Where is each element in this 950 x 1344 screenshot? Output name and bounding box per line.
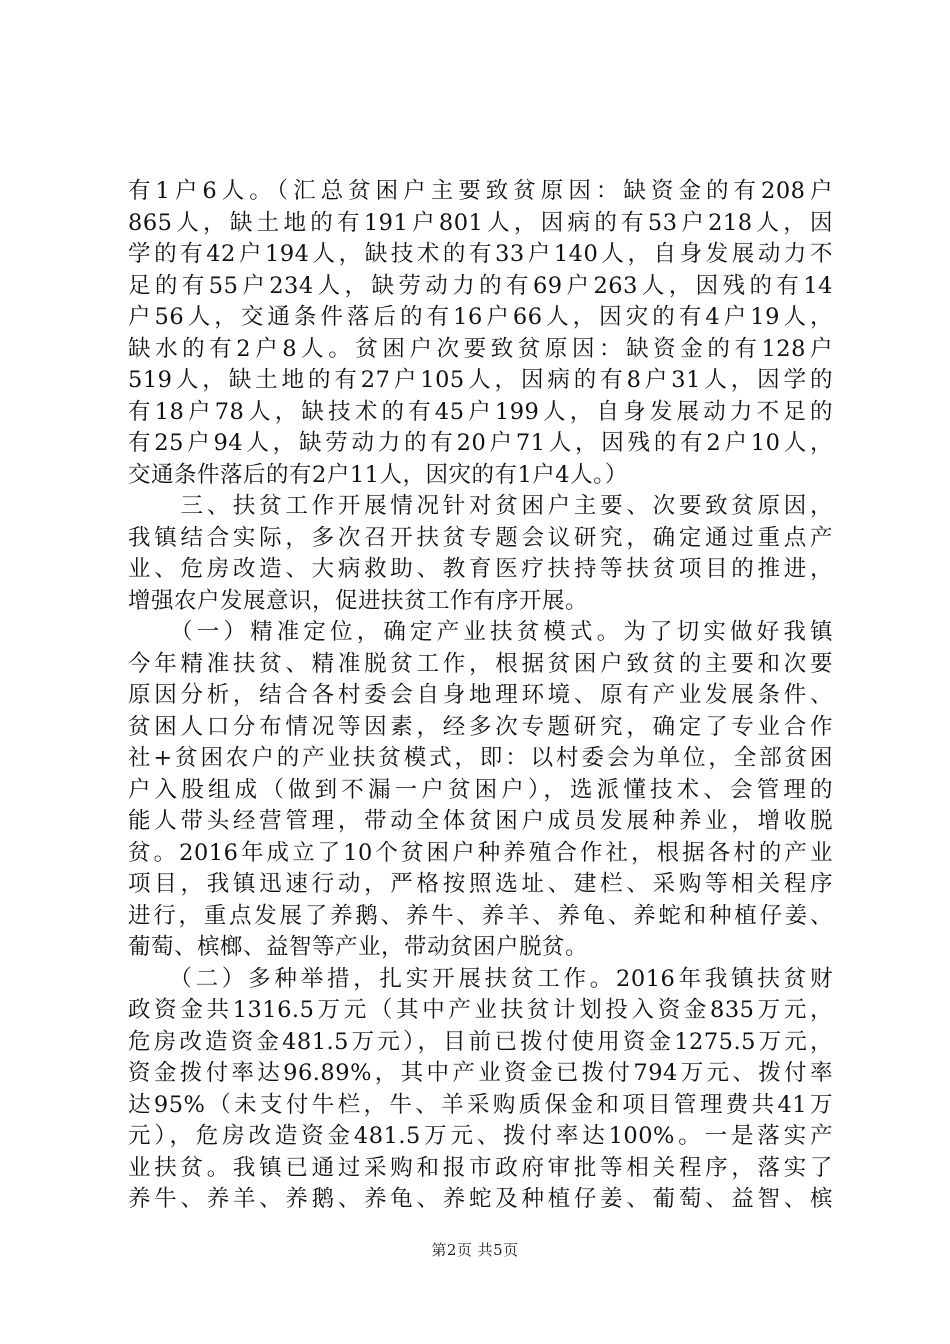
body-text-line: 政资金共1316.5万元（其中产业扶贫计划投入资金835万元， <box>128 997 833 1023</box>
body-text-line: 户入股组成（做到不漏一户贫困户），选派懂技术、会管理的 <box>128 776 833 803</box>
body-text-line: 达95%（未支付牛栏，牛、羊采购质保金和项目管理费共41万 <box>128 1091 833 1118</box>
body-text-line: 足的有55户234人，缺劳动力的有69户263人，因残的有14 <box>128 272 833 299</box>
body-text-line: 能人带头经营管理，带动全体贫困户成员发展种养业，增收脱 <box>128 808 833 834</box>
body-text-line: 进行，重点发展了养鹅、养牛、养羊、养龟、养蛇和种植仔姜、 <box>128 902 833 929</box>
body-text-line: 社+贫困农户的产业扶贫模式，即：以村委会为单位，全部贫困 <box>128 745 833 771</box>
body-text-line: 三、扶贫工作开展情况针对贫困户主要、次要致贫原因， <box>128 493 833 519</box>
body-text-line: 缺水的有2户8人。贫困户次要致贫原因：缺资金的有128户 <box>128 335 833 362</box>
body-text-line: 519人，缺土地的有27户105人，因病的有8户31人，因学的 <box>128 367 833 393</box>
page-footer: 第2页 共5页 <box>431 1241 519 1259</box>
body-text-line: 元），危房改造资金481.5万元、拨付率达100%。一是落实产 <box>128 1123 833 1149</box>
body-text-line: 危房改造资金481.5万元），目前已拨付使用资金1275.5万元， <box>128 1028 833 1055</box>
body-text-line: （二）多种举措，扎实开展扶贫工作。2016年我镇扶贫财 <box>128 965 833 992</box>
body-text-line: 贫。2016年成立了10个贫困户种养殖合作社，根据各村的产业 <box>128 839 833 866</box>
body-text-line: 葡萄、槟榔、益智等产业，带动贫困户脱贫。 <box>128 934 589 960</box>
body-text-line: 原因分析，结合各村委会自身地理环境、原有产业发展条件、 <box>128 682 833 708</box>
document-body <box>128 176 833 1216</box>
body-text-line: 业扶贫。我镇已通过采购和报市政府审批等相关程序，落实了 <box>128 1154 833 1181</box>
body-text-line: 我镇结合实际，多次召开扶贫专题会议研究，确定通过重点产 <box>128 524 833 551</box>
body-text-line: 865人，缺土地的有191户801人，因病的有53户218人，因 <box>128 209 833 236</box>
body-text-line: 资金拨付率达96.89%，其中产业资金已拨付794万元、拨付率 <box>128 1060 833 1086</box>
body-text-line: 学的有42户194人，缺技术的有33户140人，自身发展动力不 <box>128 241 833 267</box>
body-text-line: 交通条件落后的有2户11人，因灾的有1户4人。） <box>128 461 628 488</box>
body-text-line: 业、危房改造、大病救助、教育医疗扶持等扶贫项目的推进， <box>128 556 833 582</box>
body-text-line: 户56人，交通条件落后的有16户66人，因灾的有4户19人， <box>128 304 833 330</box>
body-text-line: 贫困人口分布情况等因素，经多次专题研究，确定了专业合作 <box>128 713 833 740</box>
body-text-line: 项目，我镇迅速行动，严格按照选址、建栏、采购等相关程序 <box>128 871 833 897</box>
body-text-line: 养牛、养羊、养鹅、养龟、养蛇及种植仔姜、葡萄、益智、槟 <box>128 1186 833 1212</box>
body-text-line: 今年精准扶贫、精准脱贫工作，根据贫困户致贫的主要和次要 <box>128 650 833 677</box>
body-text-line: 增强农户发展意识，促进扶贫工作有序开展。 <box>128 587 589 614</box>
body-text-line: （一）精准定位，确定产业扶贫模式。为了切实做好我镇 <box>128 619 833 645</box>
body-text-line: 有1户6人。（汇总贫困户主要致贫原因：缺资金的有208户 <box>128 178 833 204</box>
body-text-line: 有18户78人，缺技术的有45户199人，自身发展动力不足的 <box>128 398 833 425</box>
body-text-line: 有25户94人，缺劳动力的有20户71人，因残的有2户10人， <box>128 430 833 456</box>
